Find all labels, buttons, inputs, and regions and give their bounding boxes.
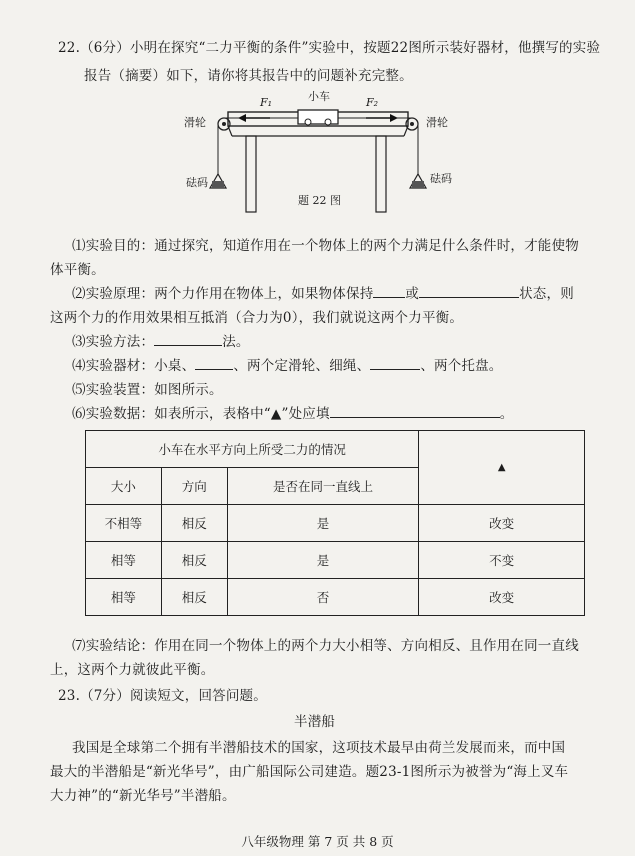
blank-equipment1[interactable] xyxy=(195,357,233,370)
cell-same-line: 是 xyxy=(227,542,419,579)
label-f1: F₁ xyxy=(260,96,273,109)
table-row xyxy=(86,505,585,542)
q22-header-line2: 报告（摘要）如下，请你将其报告中的问题补充完整。 xyxy=(84,68,413,84)
table-leg-right xyxy=(376,136,386,212)
cell-direction: 相反 xyxy=(161,579,227,616)
table-blank-header: ▲ xyxy=(419,431,585,505)
table-group-header: 小车在水平方向上所受二力的情况 xyxy=(86,431,419,468)
cell-size: 相等 xyxy=(86,579,162,616)
item1-line2: 体平衡。 xyxy=(50,262,105,278)
q23-paragraph-line2: 最大的半潜船是“新光华号”，由广船国际公司建造。题23-1图所示为被誉为“海上叉车 xyxy=(50,764,569,780)
page-footer: 八年级物理 第 7 页 共 8 页 xyxy=(241,834,394,849)
q22-header: 22.（6分）小明在探究“二力平衡的条件”实验中，按题22图所示装好器材，他撰写的实验 xyxy=(58,40,601,56)
table-row xyxy=(86,542,585,579)
label-pulley-right: 滑轮 xyxy=(426,116,448,129)
label-f2: F₂ xyxy=(366,96,379,109)
item7-line2: 上，这两个力就彼此平衡。 xyxy=(50,662,215,678)
cell-same-line: 是 xyxy=(227,505,419,542)
q23-paragraph-line3: 大力神”的“新光华号”半潜船。 xyxy=(50,788,236,804)
item5-line: ⑸实验装置：如图所示。 xyxy=(72,382,223,398)
label-weight-left: 砝码 xyxy=(186,176,208,189)
cell-direction: 相反 xyxy=(161,505,227,542)
blank-method[interactable] xyxy=(154,333,222,346)
cell-direction: 相反 xyxy=(161,542,227,579)
blank-state1[interactable] xyxy=(373,285,405,298)
arrow-f2-icon xyxy=(390,114,398,122)
blank-table-header[interactable] xyxy=(330,405,500,418)
cell-result: 改变 xyxy=(419,579,585,616)
cell-size: 相等 xyxy=(86,542,162,579)
arrow-f1-icon xyxy=(238,114,246,122)
q23-title: 半潜船 xyxy=(294,714,336,730)
item2-line2: 这两个力的作用效果相互抵消（合力为0），我们就说这两个力平衡。 xyxy=(50,310,464,326)
figure-caption: 题 22 图 xyxy=(298,194,341,207)
item1-line1: ⑴实验目的：通过探究，知道作用在一个物体上的两个力满足什么条件时，才能使物 xyxy=(72,238,579,254)
cell-same-line: 否 xyxy=(227,579,419,616)
table-leg-left xyxy=(246,136,256,212)
data-table xyxy=(85,430,585,616)
car-icon xyxy=(298,110,338,124)
item7-line1: ⑺实验结论：作用在同一个物体上的两个力大小相等、方向相反、且作用在同一直线 xyxy=(72,638,579,654)
label-pulley-left: 滑轮 xyxy=(184,116,206,129)
item2-line1: ⑵实验原理：两个力作用在物体上，如果物体保持 或 状态，则 xyxy=(72,286,574,302)
item4-line: ⑷实验器材：小桌、 、两个定滑轮、细绳、 、两个托盘。 xyxy=(72,358,503,374)
table-row xyxy=(86,579,585,616)
table-col-size: 大小 xyxy=(86,468,162,505)
q23-header: 23.（7分）阅读短文，回答问题。 xyxy=(58,688,267,704)
label-car: 小车 xyxy=(308,90,330,103)
q23-paragraph-line1: 我国是全球第二个拥有半潜船技术的国家，这项技术最早由荷兰发展而来，而中国 xyxy=(72,740,566,756)
table-col-direction: 方向 xyxy=(161,468,227,505)
cell-result: 改变 xyxy=(419,505,585,542)
cell-size: 不相等 xyxy=(86,505,162,542)
item3-line: ⑶实验方法： 法。 xyxy=(72,334,250,350)
cell-result: 不变 xyxy=(419,542,585,579)
apparatus-diagram xyxy=(180,84,470,216)
table-col-same-line: 是否在同一直线上 xyxy=(227,468,419,505)
figure-22 xyxy=(180,84,470,216)
label-weight-right: 砝码 xyxy=(430,172,452,185)
blank-equipment2[interactable] xyxy=(370,357,420,370)
blank-state2[interactable] xyxy=(419,285,519,298)
item6-line: ⑹实验数据：如表所示，表格中“▲”处应填 。 xyxy=(72,406,514,422)
